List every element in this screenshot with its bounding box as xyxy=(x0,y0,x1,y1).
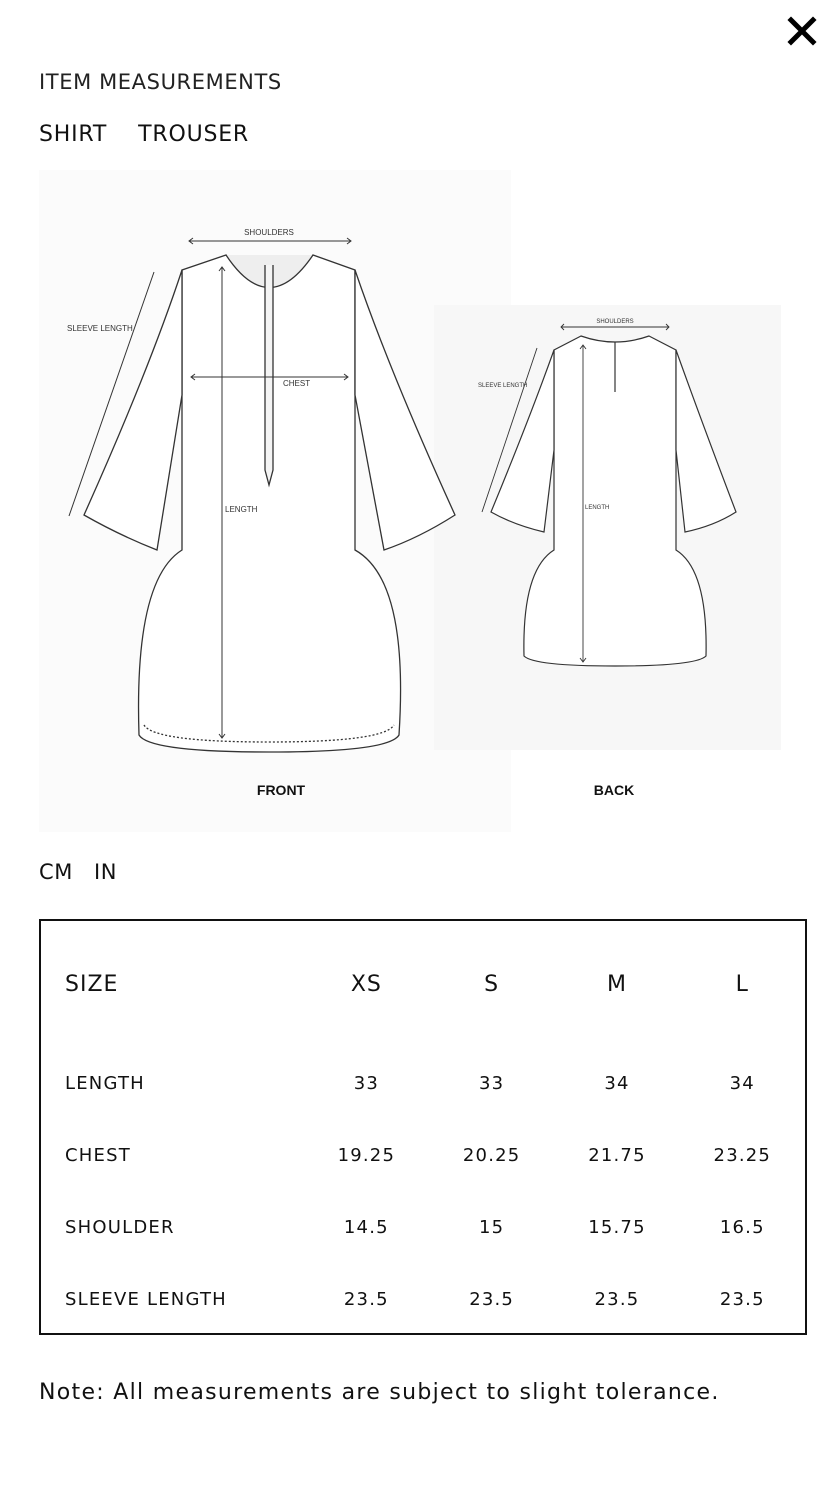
table-cell: 15.75 xyxy=(588,1216,646,1238)
table-row xyxy=(41,1191,805,1263)
back-length-label: LENGTH xyxy=(585,505,610,511)
table-row xyxy=(41,1263,805,1335)
tolerance-note: Note: All measurements are subject to slight tolerance. xyxy=(39,1380,720,1405)
header-s: S xyxy=(484,971,500,997)
table-cell: 14.5 xyxy=(343,1216,389,1238)
table-cell: 16.5 xyxy=(719,1216,765,1238)
table-cell: 23.25 xyxy=(713,1144,772,1166)
unit-cm[interactable]: CM xyxy=(39,860,73,884)
back-caption: BACK xyxy=(593,782,635,798)
size-table xyxy=(41,921,805,1335)
row-label: SHOULDER xyxy=(65,1216,175,1238)
row-label: CHEST xyxy=(65,1144,131,1166)
table-row xyxy=(41,1047,805,1119)
table-cell: 23.5 xyxy=(719,1288,765,1310)
front-shoulders-label: SHOULDERS xyxy=(244,228,294,237)
front-caption: FRONT xyxy=(256,782,306,798)
header-size: SIZE xyxy=(65,971,119,997)
table-cell: 34 xyxy=(604,1072,630,1094)
header-m: M xyxy=(606,971,627,997)
table-cell: 23.5 xyxy=(594,1288,640,1310)
size-chart xyxy=(39,919,807,1335)
row-label: LENGTH xyxy=(65,1072,145,1094)
unit-toggle xyxy=(39,860,117,884)
header-xs: XS xyxy=(350,971,382,997)
front-length-label: LENGTH xyxy=(225,505,258,514)
garment-tabs xyxy=(39,122,249,147)
table-cell: 33 xyxy=(353,1072,379,1094)
tab-trouser[interactable]: TROUSER xyxy=(138,122,250,147)
table-cell: 19.25 xyxy=(337,1144,396,1166)
table-cell: 33 xyxy=(479,1072,505,1094)
table-cell: 21.75 xyxy=(588,1144,646,1166)
close-icon xyxy=(782,12,822,52)
table-cell: 23.5 xyxy=(343,1288,389,1310)
table-cell: 20.25 xyxy=(462,1144,521,1166)
close-button[interactable] xyxy=(782,12,822,52)
table-row xyxy=(41,1119,805,1191)
table-header-row xyxy=(41,921,805,1047)
table-cell: 34 xyxy=(729,1072,755,1094)
header-l: L xyxy=(735,971,749,997)
row-label: SLEEVE LENGTH xyxy=(65,1288,227,1310)
back-shoulders-label: SHOULDERS xyxy=(596,319,634,325)
unit-in[interactable]: IN xyxy=(93,860,118,884)
front-sleeve-length-label: SLEEVE LENGTH xyxy=(67,324,133,333)
garment-illustration xyxy=(39,170,781,832)
back-sleeve-length-label: SLEEVE LENGTH xyxy=(478,383,528,389)
page-title: ITEM MEASUREMENTS xyxy=(39,70,282,94)
table-cell: 15 xyxy=(479,1216,505,1238)
table-cell: 23.5 xyxy=(469,1288,515,1310)
front-chest-label: CHEST xyxy=(283,379,311,388)
measurement-diagram xyxy=(39,170,781,832)
tab-shirt[interactable]: SHIRT xyxy=(39,122,108,147)
